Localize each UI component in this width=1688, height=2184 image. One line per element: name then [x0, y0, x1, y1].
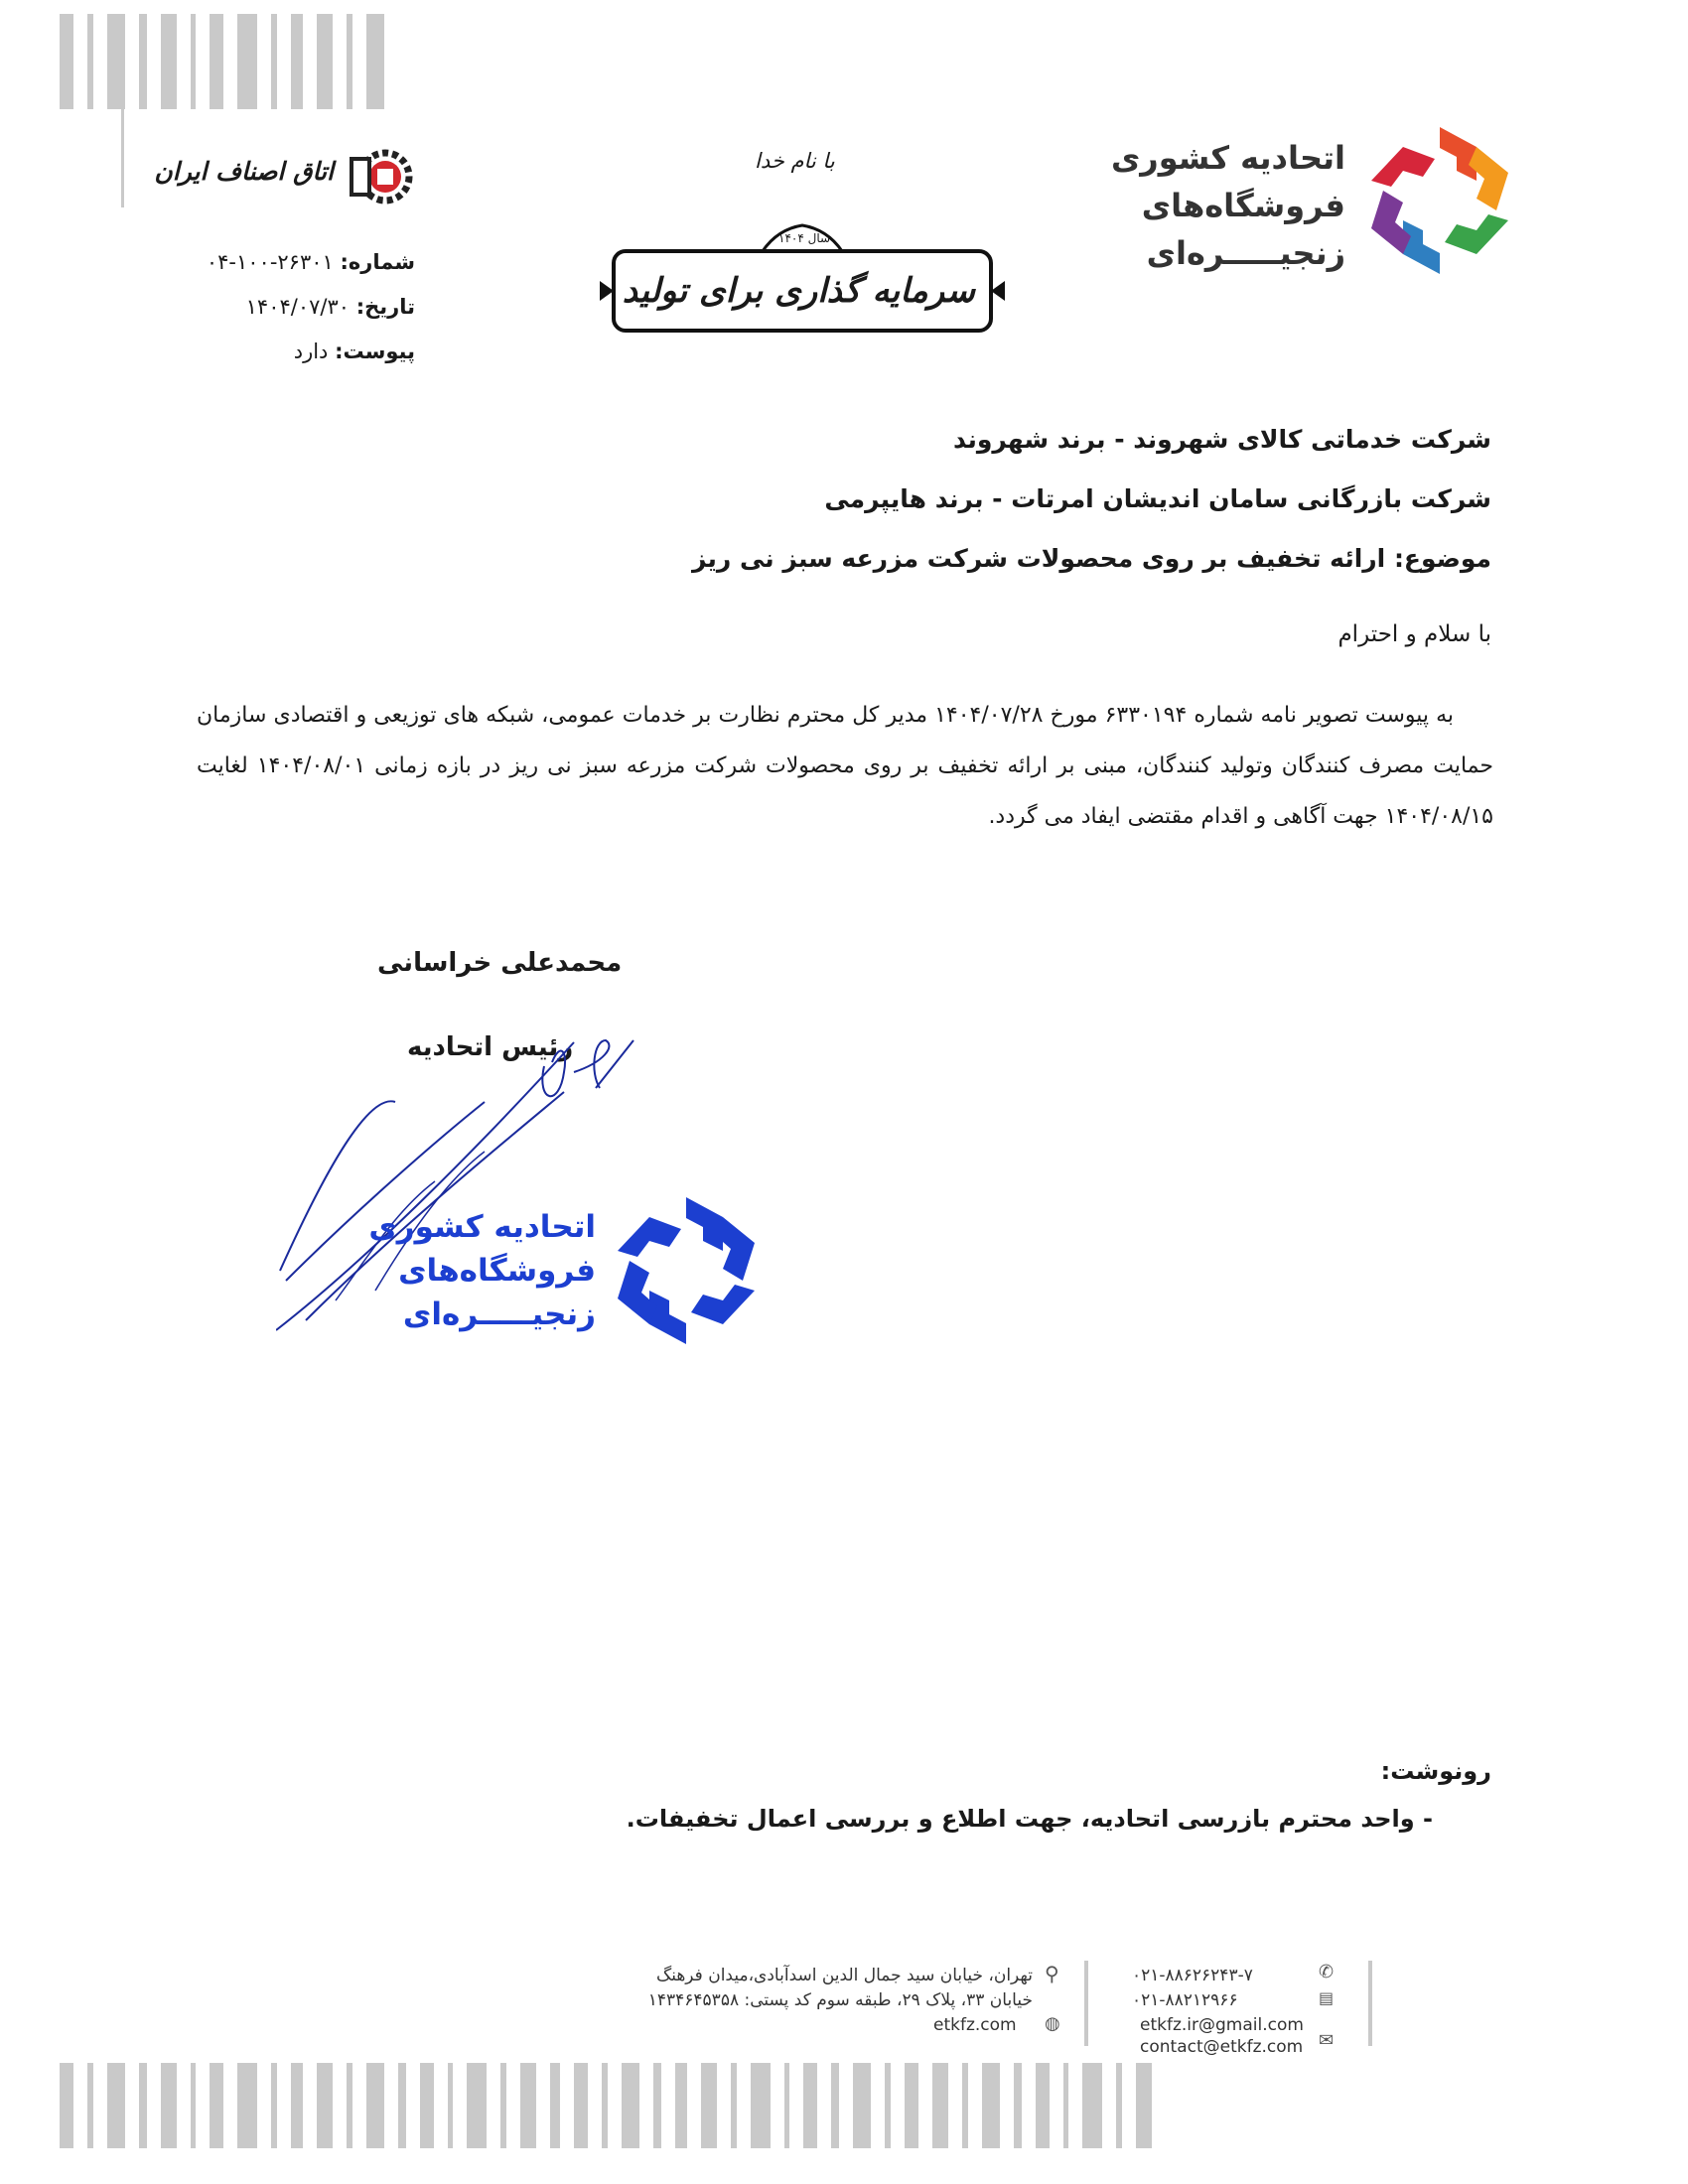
union-logo-line-3: زنجیـــــره‌ای: [1146, 234, 1345, 272]
phone-icon: ✆: [1319, 1962, 1335, 1982]
stamp-line-2: فروشگاه‌های: [398, 1253, 596, 1289]
number-label: شماره:: [340, 250, 415, 274]
letter-meta: [149, 240, 415, 374]
cc-item: - واحد محترم بازرسی اتحادیه، جهت اطلاع و بررسی اعمال تخفیفات.: [626, 1805, 1433, 1833]
cc-label: رونوشت:: [1380, 1757, 1491, 1785]
footer-website[interactable]: etkfz.com: [933, 2015, 1017, 2035]
union-logo-line-1: اتحادیه کشوری: [1110, 139, 1345, 177]
attachment-value: دارد: [293, 340, 329, 363]
union-stamp: [367, 1191, 765, 1360]
greeting: با سلام و احترام: [1337, 621, 1491, 647]
attachment-label: پیوست:: [335, 340, 415, 363]
year-slogan-tag: سال ۱۴۰۴: [778, 231, 831, 245]
footer-address-line-1: تهران، خیابان سید جمال الدین اسدآبادی،میدان فرهنگ: [655, 1966, 1033, 1985]
chamber-logo-text: اتاق اصناف ایران: [154, 157, 334, 186]
body-paragraph: به پیوست تصویر نامه شماره ۶۳۳۰۱۹۴ مورخ ۱۴۰۴/۰۷/۲۸ مدیر کل محترم نظارت بر خدمات عمومی، شبکه های توزیعی و اقتصادی سازمان حمایت مصرف کنندگان وتولید کنندگان، مبنی بر ارائه تخفیف بر روی محصولات شرکت مزرعه سبز نی ریز در بازه زمانی ۱۴۰۴/۰۸/۰۱ لغایت ۱۴۰۴/۰۸/۱۵ جهت آگاهی و اقدام مقتضی ایفاد می گردد.: [197, 703, 1493, 829]
chamber-gear-icon: [342, 139, 421, 208]
stamp-star-logo-icon: [612, 1191, 761, 1350]
union-logo-line-2: فروشگاه‌های: [1141, 187, 1345, 224]
addressee-2: شرکت بازرگانی سامان اندیشان امرتات - برند هایپرمی: [824, 484, 1491, 513]
letter-attachment: [149, 330, 415, 374]
stamp-line-1: اتحادیه کشوری: [368, 1209, 596, 1245]
mail-icon: ✉: [1319, 2030, 1335, 2051]
top-barcode-line: [121, 14, 124, 207]
stamp-line-3: زنجیـــــره‌ای: [402, 1297, 596, 1332]
letter-subject: موضوع: ارائه تخفیف بر روی محصولات شرکت مزرعه سبز نی ریز: [691, 544, 1491, 573]
globe-icon: ◍: [1045, 2013, 1060, 2034]
footer-address-line-2: خیابان ۳۳، پلاک ۲۹، طبقه سوم کد پستی: ۱۴۳۴۶۴۵۳۵۸: [647, 1990, 1033, 2010]
number-value: ۲۶۳۰۱-۱۰۰-۰۴: [206, 250, 334, 274]
chamber-logo: [154, 139, 421, 208]
top-barcode-decoration: [60, 14, 398, 109]
date-value: ۱۴۰۴/۰۷/۳۰: [245, 295, 351, 319]
footer-email-1[interactable]: etkfz.ir@gmail.com: [1140, 2015, 1304, 2035]
addressee-1: شرکت خدماتی کالای شهروند - برند شهروند: [953, 425, 1491, 454]
footer-phone[interactable]: ۰۲۱-۸۸۶۲۶۲۴۳-۷: [1132, 1966, 1253, 1985]
union-logo: [1110, 121, 1514, 290]
letter-date: [149, 285, 415, 330]
bottom-barcode-decoration: [60, 2063, 1166, 2148]
letter-number: [149, 240, 415, 285]
signer-name: محمدعلی خراسانی: [377, 948, 623, 978]
signer-title: رئیس اتحادیه: [407, 1032, 574, 1062]
location-icon: ⚲: [1045, 1962, 1059, 1985]
footer-email-2[interactable]: contact@etkfz.com: [1140, 2037, 1304, 2057]
year-slogan-frame: [594, 204, 1011, 333]
fax-icon: ▤: [1319, 1988, 1335, 2007]
union-star-logo-icon: [1365, 121, 1514, 280]
bismillah: با نام خدا: [755, 149, 835, 173]
date-label: تاریخ:: [355, 295, 415, 319]
footer-divider-right: [1368, 1961, 1372, 2046]
year-slogan: سرمایه گذاری برای تولید: [622, 271, 975, 311]
footer-divider-left: [1084, 1961, 1088, 2046]
footer-fax: ۰۲۱-۸۸۲۱۲۹۶۶: [1132, 1990, 1238, 2010]
